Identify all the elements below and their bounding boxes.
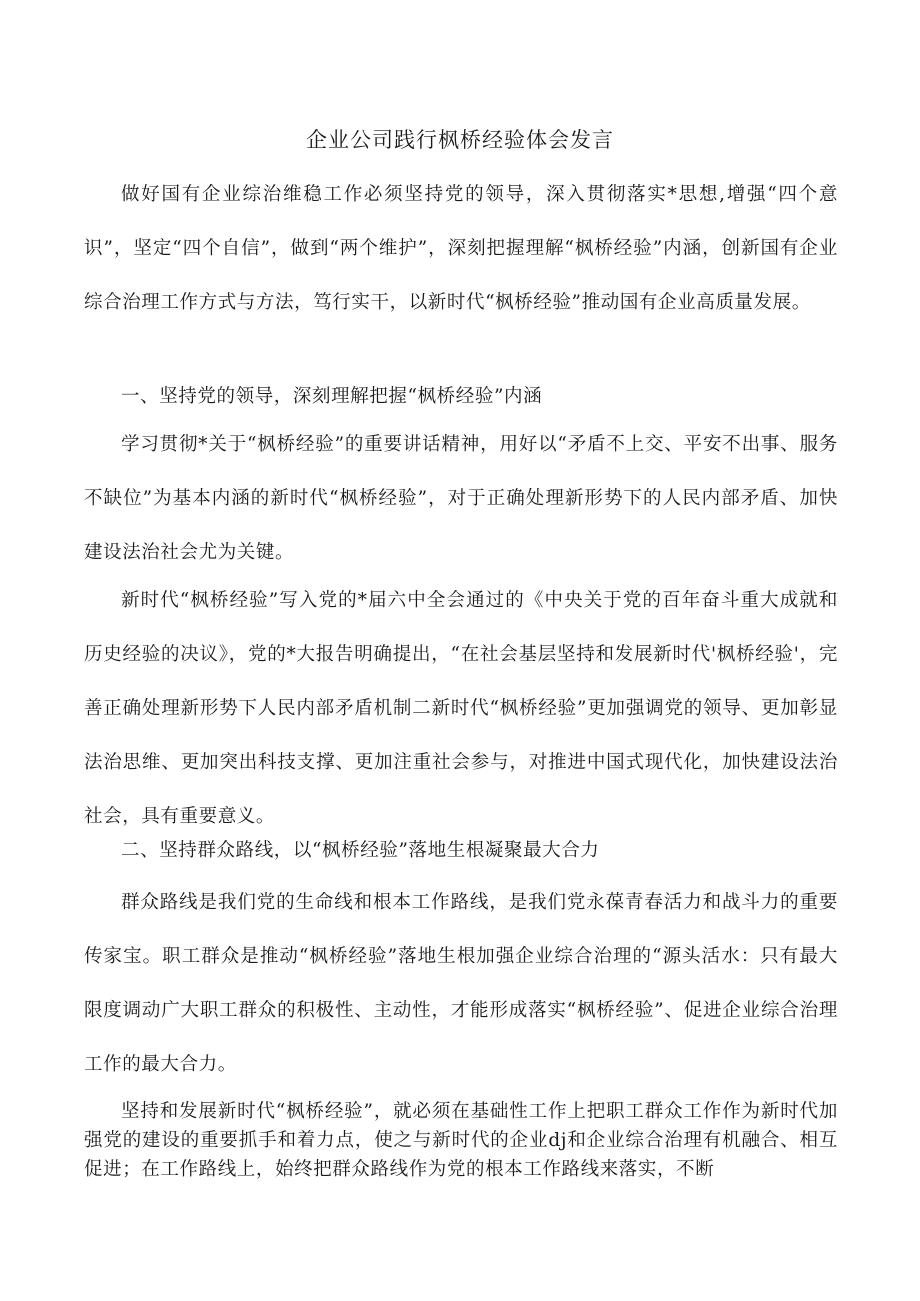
section-heading-two: 二、坚持群众路线，以“枫桥经验”落地生根凝聚最大合力 [121, 840, 600, 861]
intro-paragraph: 做好国有企业综治维稳工作必须坚持党的领导，深入贯彻落实*思想,增强“四个意识”，坚定“四个自信”，做到“两个维护”，深刻把握理解“枫桥经验”内涵，创新国有企业综合治理工作方式与方法，笃行实干，以新时代“枫桥经验”推动国有企业高质量发展。 [84, 184, 838, 313]
section-one-paragraph-b: 新时代“枫桥经验”写入党的*届六中全会通过的《中央关于党的百年奋斗重大成就和历史经验的决议》，党的*大报告明确提出，“在社会基层坚持和发展新时代'枫桥经验'，完善正确处理新形势下人民内部矛盾机制二新时代“枫桥经验”更加强调党的领导、更加彰显法治思维、更加突出科技支撑、更加注重社会参与，对推进中国式现代化，加快建设法治社会，具有重要意义。 [84, 590, 838, 827]
section-heading-one: 一、坚持党的领导，深刻理解把握“枫桥经验”内涵 [121, 386, 543, 407]
section-two-paragraph-b: 坚持和发展新时代“枫桥经验”，就必须在基础性工作上把职工群众工作作为新时代加强党的建设的重要抓手和着力点，使之与新时代的企业dj和企业综合治理有机融合、相互促进；在工作路线上，始终把群众路线作为党的根本工作路线来落实，不断 [84, 1101, 838, 1180]
document-title: 企业公司践行枫桥经验体会发言 [306, 128, 614, 152]
section-one-paragraph-a: 学习贯彻*关于“枫桥经验”的重要讲话精神，用好以“矛盾不上交、平安不出事、服务不缺位”为基本内涵的新时代“枫桥经验”，对于正确处理新形势下的人民内部矛盾、加快建设法治社会尤为关键。 [84, 434, 838, 563]
section-two-paragraph-a: 群众路线是我们党的生命线和根本工作路线，是我们党永葆青春活力和战斗力的重要传家宝。职工群众是推动“枫桥经验”落地生根加强企业综合治理的“源头活水：只有最大限度调动广大职工群众的积极性、主动性，才能形成落实“枫桥经验”、促进企业综合治理工作的最大合力。 [84, 892, 838, 1075]
